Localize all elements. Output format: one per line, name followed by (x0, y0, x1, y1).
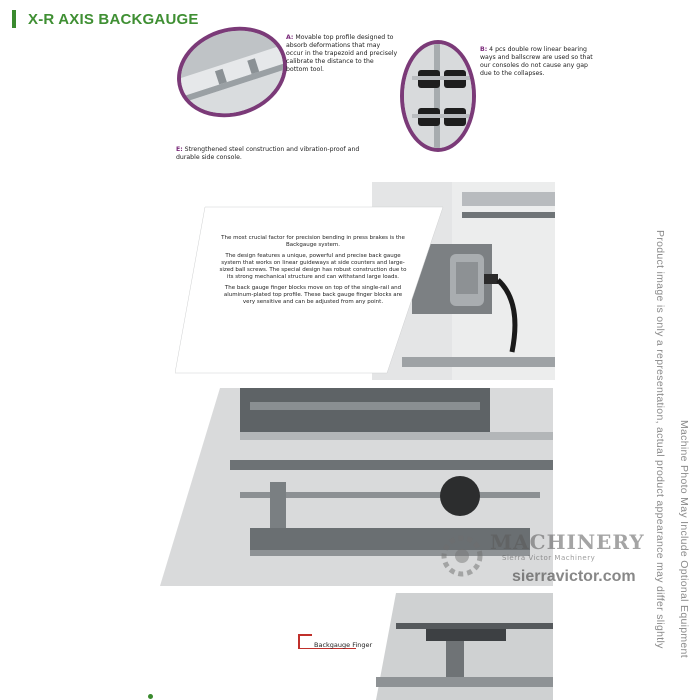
note-b-letter: B: (480, 46, 488, 53)
watermark-brand-sub: Sierra Victor Machinery (502, 554, 596, 562)
description-paragraph-1: The most crucial factor for precision bending in press brakes is the Backgauge system. (221, 235, 405, 248)
note-a-text: Movable top profile designed to absorb deformations that may occur in the trapezoid and precisely calibrate the distance to the bottom tool. (286, 34, 398, 73)
page-title: X-R AXIS BACKGAUGE (28, 10, 199, 28)
description-text (218, 235, 408, 310)
note-e (176, 146, 376, 162)
title-accent-bar (12, 10, 16, 28)
footer-dot (148, 694, 153, 699)
note-e-letter: E: (176, 146, 183, 153)
watermark-url: sierravictor.com (512, 568, 636, 585)
note-b-text: 4 pcs double row linear bearing ways and ballscrew are used so that our consoles do not cause any gap due to the collapses. (480, 46, 593, 77)
watermark-brand-name: MACHINERY (490, 530, 645, 554)
note-e-text: Strengthened steel construction and vibration-proof and durable side console. (176, 146, 360, 161)
photo-backgauge-finger (376, 593, 553, 700)
detail-photo-linear-bearings (400, 40, 476, 152)
finger-leader-vertical (298, 634, 300, 648)
note-a-letter: A: (286, 34, 294, 41)
backgauge-finger-label: Backgauge Finger (314, 641, 373, 649)
disclaimer-representation: Product image is only a representation, actual product appearance may differ slightly (654, 230, 666, 649)
note-a (286, 34, 398, 74)
finger-leader-top (298, 634, 312, 636)
section-header (12, 10, 199, 28)
description-paragraph-2: The design features a unique, powerful and precise back gauge system that works on linear guideways at side counters and large-sized ball screws. The special design has robust construction due to its strong mechanical structure and can withstand large loads. (219, 253, 407, 280)
watermark-gear-icon (438, 528, 486, 584)
description-paragraph-3: The back gauge finger blocks move on top of the single-rail and aluminum-plated top profile. These back gauge finger blocks are very sensitive and can be adjusted from any point. (223, 285, 403, 305)
disclaimer-optional-equipment: Machine Photo May Include Optional Equipment (678, 420, 690, 658)
detail-photo-top-profile (165, 13, 299, 131)
note-b (480, 46, 600, 78)
watermark-brand (490, 530, 645, 562)
